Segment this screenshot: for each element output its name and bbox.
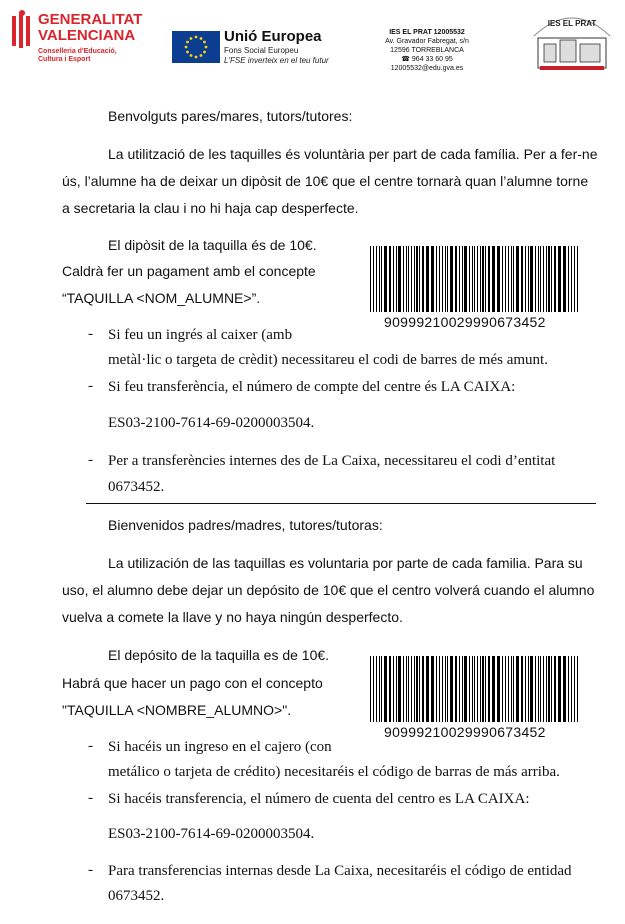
barcode-bar	[485, 246, 486, 312]
barcode-bar	[474, 656, 475, 722]
barcode-bar	[436, 246, 437, 312]
val-p1-line2: ús, l’alumne ha de deixar un dipòsit de 10€ que el centre tornarà quan l’alumne torne	[62, 173, 589, 189]
es-bullet2-marker: -	[88, 790, 93, 806]
es-bullet3-marker: -	[88, 862, 93, 878]
barcode-bar	[474, 246, 475, 312]
barcode-bar	[511, 656, 512, 722]
barcode-bar	[422, 656, 424, 722]
barcode-bar	[411, 656, 412, 722]
barcode-bar	[563, 246, 566, 312]
barcode-bar	[450, 656, 453, 722]
es-bullet1-marker: -	[88, 738, 93, 754]
school-address1: Av. Gravador Fabregat, s/n	[385, 38, 469, 45]
gva-emblem-icon	[8, 10, 36, 54]
val-bullet3-marker: -	[88, 452, 93, 468]
barcode-bar	[403, 656, 404, 722]
barcode-bar	[469, 246, 470, 312]
barcode-bar	[419, 246, 420, 312]
barcode-bar	[485, 656, 486, 722]
val-greeting: Benvolguts pares/mares, tutors/tutores:	[108, 108, 353, 124]
barcode-bar	[513, 246, 514, 312]
barcode-bar	[426, 246, 429, 312]
barcode-bar	[546, 656, 547, 722]
val-bullet2-marker: -	[88, 378, 93, 394]
val-p1-line1: La utilització de les taquilles és voluntària per part de cada família. Per a fer-ne	[108, 146, 598, 162]
barcode-bar	[472, 246, 473, 312]
barcode-bar	[502, 246, 503, 312]
es-p2-line3: "TAQUILLA <NOMBRE_ALUMNO>".	[62, 702, 292, 718]
barcode-bar	[396, 246, 397, 312]
barcode-bar	[546, 246, 547, 312]
barcode-bar	[459, 246, 460, 312]
barcode-bar	[422, 246, 424, 312]
barcode-bar	[521, 246, 523, 312]
barcode-bar	[488, 246, 490, 312]
val-p2-line3: “TAQUILLA <NOM_ALUMNE>”.	[62, 290, 261, 306]
school-name: IES EL PRAT 12005532	[389, 29, 465, 36]
barcode-bar	[554, 656, 556, 722]
barcode-bar	[379, 656, 380, 722]
barcode-bar	[459, 656, 460, 722]
barcode-bar	[403, 246, 404, 312]
val-bullet3-line2: 0673452.	[108, 479, 165, 495]
val-p2-line2: Caldrà fer un pagament amb el concepte	[62, 263, 316, 279]
val-p1-line3: a secretaria la clau i no hi haja cap desperfecte.	[62, 200, 359, 216]
es-barcode	[368, 656, 580, 722]
barcode-bar	[414, 656, 415, 722]
es-bullet1-line2: metálico o tarjeta de crédito) necesitaréis el código de barras de más arriba.	[108, 764, 560, 780]
school-phone-value: 964 33 60 95	[411, 56, 453, 63]
es-bullet2-line1: Si hacéis transferencia, el número de cuenta del centro es LA CAIXA:	[108, 791, 530, 807]
barcode-bar	[370, 656, 371, 722]
barcode-bar	[571, 656, 572, 722]
school-address2: 12596 TORREBLANCA	[390, 47, 464, 54]
gva-line1: GENERALITAT	[38, 11, 143, 28]
barcode-bar	[398, 246, 401, 312]
barcode-bar	[393, 246, 394, 312]
barcode-bar	[492, 656, 495, 722]
val-p2-line1: El dipòsit de la taquilla és de 10€.	[108, 237, 317, 253]
barcode-bar	[535, 246, 536, 312]
barcode-bar	[472, 656, 473, 722]
barcode-bar	[393, 656, 394, 722]
barcode-bar	[543, 656, 544, 722]
val-bullet1-marker: -	[88, 326, 93, 342]
val-barcode	[368, 246, 580, 312]
barcode-bar	[530, 656, 533, 722]
barcode-bar	[535, 656, 536, 722]
barcode-bar	[577, 656, 578, 722]
barcode-bar	[436, 656, 437, 722]
barcode-bar	[370, 246, 371, 312]
es-p2-line1: El depósito de la taquilla es de 10€.	[108, 647, 330, 663]
val-bullet2-line1: Si feu transferència, el número de compte del centre és LA CAIXA:	[108, 379, 516, 395]
barcode-bar	[455, 246, 457, 312]
barcode-bar	[462, 246, 463, 312]
barcode-bar	[505, 656, 506, 722]
barcode-bar	[373, 246, 374, 312]
barcode-bar	[447, 656, 448, 722]
es-bullet3-line2: 0673452.	[108, 888, 165, 904]
barcode-bar	[445, 246, 446, 312]
barcode-bar	[379, 246, 380, 312]
barcode-bar	[376, 246, 377, 312]
barcode-bar	[508, 656, 509, 722]
es-account: ES03-2100-7614-69-0200003504.	[108, 826, 315, 842]
barcode-bar	[525, 656, 526, 722]
barcode-bar	[511, 246, 512, 312]
barcode-bar	[376, 656, 377, 722]
es-greeting: Bienvenidos padres/madres, tutores/tutoras:	[108, 517, 383, 533]
barcode-bar	[381, 656, 382, 722]
barcode-bar	[516, 246, 519, 312]
barcode-bar	[414, 246, 415, 312]
barcode-bar	[426, 656, 429, 722]
barcode-bar	[548, 246, 550, 312]
barcode-bar	[442, 656, 443, 722]
barcode-bar	[558, 246, 561, 312]
barcode-bar	[577, 246, 578, 312]
barcode-bar	[455, 656, 457, 722]
barcode-bar	[431, 246, 434, 312]
barcode-bar	[563, 656, 566, 722]
barcode-bar	[477, 656, 478, 722]
barcode-bar	[416, 246, 418, 312]
barcode-bar	[447, 246, 448, 312]
barcode-bar	[530, 246, 533, 312]
val-bullet1-line2: metàl·lic o targeta de crèdit) necessitareu el codi de barres de més amunt.	[108, 352, 548, 368]
barcode-bar	[497, 246, 500, 312]
barcode-bar	[442, 246, 443, 312]
barcode-bar	[543, 246, 544, 312]
barcode-bar	[445, 656, 446, 722]
barcode-bar	[406, 246, 407, 312]
section-divider	[86, 503, 596, 504]
eu-flag-icon	[172, 31, 220, 63]
barcode-bar	[554, 246, 556, 312]
barcode-bar	[508, 246, 509, 312]
es-p1-line1: La utilización de las taquillas es voluntaria por parte de cada familia. Para su	[108, 555, 583, 571]
barcode-bar	[528, 246, 529, 312]
barcode-bar	[497, 656, 500, 722]
es-p1-line3: vuelva a comete la llave y no haya ningún desperfecto.	[62, 609, 403, 625]
es-barcode-number: 90999210029990673452	[384, 724, 546, 740]
barcode-bar	[462, 656, 463, 722]
barcode-bar	[480, 246, 481, 312]
barcode-bar	[528, 656, 529, 722]
barcode-bar	[381, 246, 382, 312]
barcode-bar	[482, 656, 484, 722]
es-bullet3-line1: Para transferencias internas desde La Caixa, necesitaréis el código de entidad	[108, 863, 572, 879]
barcode-bar	[384, 656, 387, 722]
barcode-bar	[408, 246, 409, 312]
es-bullet1-line1: Si hacéis un ingreso en el cajero (con	[108, 739, 332, 755]
barcode-bar	[538, 246, 539, 312]
barcode-bar	[516, 656, 519, 722]
barcode-bar	[551, 246, 552, 312]
gva-department	[38, 48, 117, 64]
barcode-bar	[373, 656, 374, 722]
gva-line2: VALENCIANA	[38, 27, 136, 44]
barcode-bar	[548, 656, 550, 722]
barcode-bar	[396, 656, 397, 722]
barcode-bar	[538, 656, 539, 722]
barcode-bar	[411, 246, 412, 312]
barcode-bar	[416, 656, 418, 722]
barcode-bar	[439, 656, 440, 722]
barcode-bar	[525, 246, 526, 312]
barcode-bar	[558, 656, 561, 722]
barcode-bar	[439, 246, 440, 312]
val-bullet3-line1: Per a transferències internes des de La Caixa, necessitareu el codi d’entitat	[108, 453, 556, 469]
logo-text: IES EL PRAT	[547, 19, 597, 28]
barcode-bar	[540, 656, 541, 722]
gva-name	[38, 12, 142, 44]
barcode-bar	[568, 656, 569, 722]
phone-icon: ☎	[401, 56, 410, 63]
barcode-bar	[431, 656, 434, 722]
barcode-bar	[571, 246, 572, 312]
barcode-bar	[513, 656, 514, 722]
barcode-bar	[398, 656, 401, 722]
school-info	[372, 28, 482, 73]
val-bullet1-line1: Si feu un ingrés al caixer (amb	[108, 327, 293, 343]
es-p1-line2: uso, el alumno debe dejar un depósito de 10€ que el centro volverá cuando el alumno	[62, 582, 595, 598]
barcode-bar	[502, 656, 503, 722]
barcode-bar	[419, 656, 420, 722]
barcode-bar	[482, 246, 484, 312]
val-account: ES03-2100-7614-69-0200003504.	[108, 415, 315, 431]
barcode-bar	[477, 246, 478, 312]
eu-sub2: L'FSE inverteix en el teu futur	[224, 56, 329, 65]
barcode-bar	[450, 246, 453, 312]
barcode-bar	[408, 656, 409, 722]
barcode-bar	[505, 246, 506, 312]
eu-title: Unió Europea	[224, 28, 322, 45]
barcode-bar	[406, 656, 407, 722]
barcode-bar	[568, 246, 569, 312]
barcode-bar	[574, 246, 575, 312]
barcode-bar	[521, 656, 523, 722]
eu-sub1: Fons Social Europeu	[224, 46, 299, 55]
school-email: 12005532@edu.gva.es	[390, 65, 464, 72]
barcode-bar	[540, 246, 541, 312]
barcode-bar	[384, 246, 387, 312]
ies-el-prat-logo-icon	[530, 8, 614, 74]
barcode-bar	[551, 656, 552, 722]
barcode-bar	[492, 246, 495, 312]
barcode-bar	[488, 656, 490, 722]
barcode-bar	[464, 656, 467, 722]
barcode-bar	[389, 246, 391, 312]
barcode-bar	[464, 246, 467, 312]
school-phone	[372, 55, 482, 64]
barcode-bar	[469, 656, 470, 722]
barcode-bar	[389, 656, 391, 722]
barcode-bar	[574, 656, 575, 722]
gva-sub1: Conselleria d'Educació,	[38, 48, 117, 55]
val-barcode-number: 90999210029990673452	[384, 314, 546, 330]
gva-sub2: Cultura i Esport	[38, 56, 91, 63]
es-p2-line2: Habrá que hacer un pago con el concepto	[62, 675, 323, 691]
barcode-bar	[480, 656, 481, 722]
